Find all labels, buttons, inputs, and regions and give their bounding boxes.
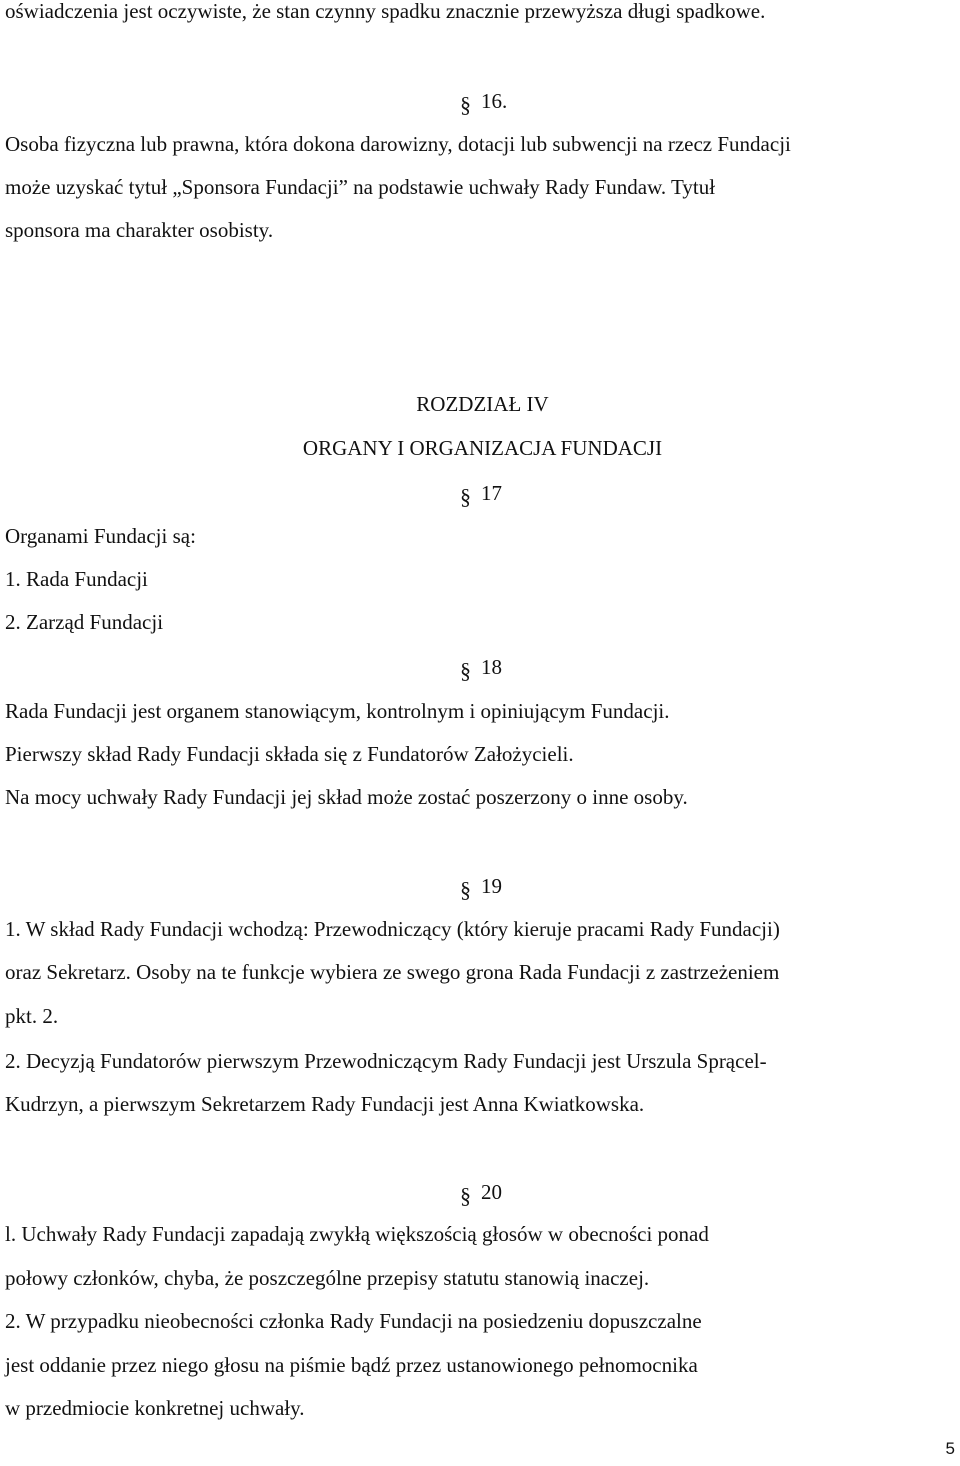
section-heading-17	[460, 481, 502, 509]
list-item: 1. Rada Fundacji	[5, 567, 148, 591]
paragraph-line: Rada Fundacji jest organem stanowiącym, kontrolnym i opiniującym Fundacji.	[5, 699, 670, 723]
page-number: 5	[945, 1439, 955, 1458]
section-heading-20	[460, 1180, 502, 1208]
section-heading-18	[460, 655, 502, 683]
paragraph-line: Kudrzyn, a pierwszym Sekretarzem Rady Fundacji jest Anna Kwiatkowska.	[5, 1092, 645, 1116]
paragraph-line: sponsora ma charakter osobisty.	[5, 218, 274, 242]
section-symbol: §	[460, 877, 471, 902]
paragraph-line: oraz Sekretarz. Osoby na te funkcje wybiera ze swego grona Rada Fundacji z zastrzeżeniem	[5, 960, 780, 984]
section-heading-16	[460, 89, 508, 117]
section-number: 18	[481, 655, 502, 679]
chapter-heading: ROZDZIAŁ IV	[416, 392, 549, 416]
paragraph-line: Osoba fizyczna lub prawna, która dokona darowizny, dotacji lub subwencji na rzecz Fundacji	[5, 132, 791, 156]
paragraph-line: pkt. 2.	[5, 1004, 59, 1028]
paragraph-line: 2. Decyzją Fundatorów pierwszym Przewodniczącym Rady Fundacji jest Urszula Sprącel-	[5, 1049, 767, 1073]
list-item: 2. Zarząd Fundacji	[5, 610, 164, 634]
paragraph-line: może uzyskać tytuł „Sponsora Fundacji” na podstawie uchwały Rady Fundaw. Tytuł	[5, 175, 716, 199]
paragraph-line: w przedmiocie konkretnej uchwały.	[5, 1396, 305, 1420]
paragraph-line: połowy członków, chyba, że poszczególne przepisy statutu stanowią inaczej.	[5, 1266, 650, 1290]
paragraph-line: l. Uchwały Rady Fundacji zapadają zwykłą większością głosów w obecności ponad	[5, 1222, 709, 1246]
section-symbol: §	[460, 658, 471, 683]
section-symbol: §	[460, 484, 471, 509]
chapter-title: ORGANY I ORGANIZACJA FUNDACJI	[302, 436, 663, 460]
section-symbol: §	[460, 92, 471, 117]
paragraph-line: Na mocy uchwały Rady Fundacji jej skład może zostać poszerzony o inne osoby.	[5, 785, 688, 809]
section-number: 17	[481, 481, 502, 505]
paragraph-line: 1. W skład Rady Fundacji wchodzą: Przewodniczący (który kieruje pracami Rady Fundacji)	[5, 917, 780, 941]
section-symbol: §	[460, 1183, 471, 1208]
section-number: 19	[481, 874, 502, 898]
paragraph-line: jest oddanie przez niego głosu na piśmie bądź przez ustanowionego pełnomocnika	[5, 1353, 698, 1377]
paragraph-line: Pierwszy skład Rady Fundacji składa się z Fundatorów Założycieli.	[5, 742, 574, 766]
paragraph-line: Organami Fundacji są:	[5, 524, 196, 548]
paragraph-line: 2. W przypadku nieobecności członka Rady Fundacji na posiedzeniu dopuszczalne	[5, 1309, 702, 1333]
section-heading-19	[460, 874, 502, 902]
section-number: 16.	[481, 89, 508, 113]
section-number: 20	[481, 1180, 502, 1204]
paragraph-line: oświadczenia jest oczywiste, że stan czynny spadku znacznie przewyższa długi spadkowe.	[5, 0, 766, 23]
